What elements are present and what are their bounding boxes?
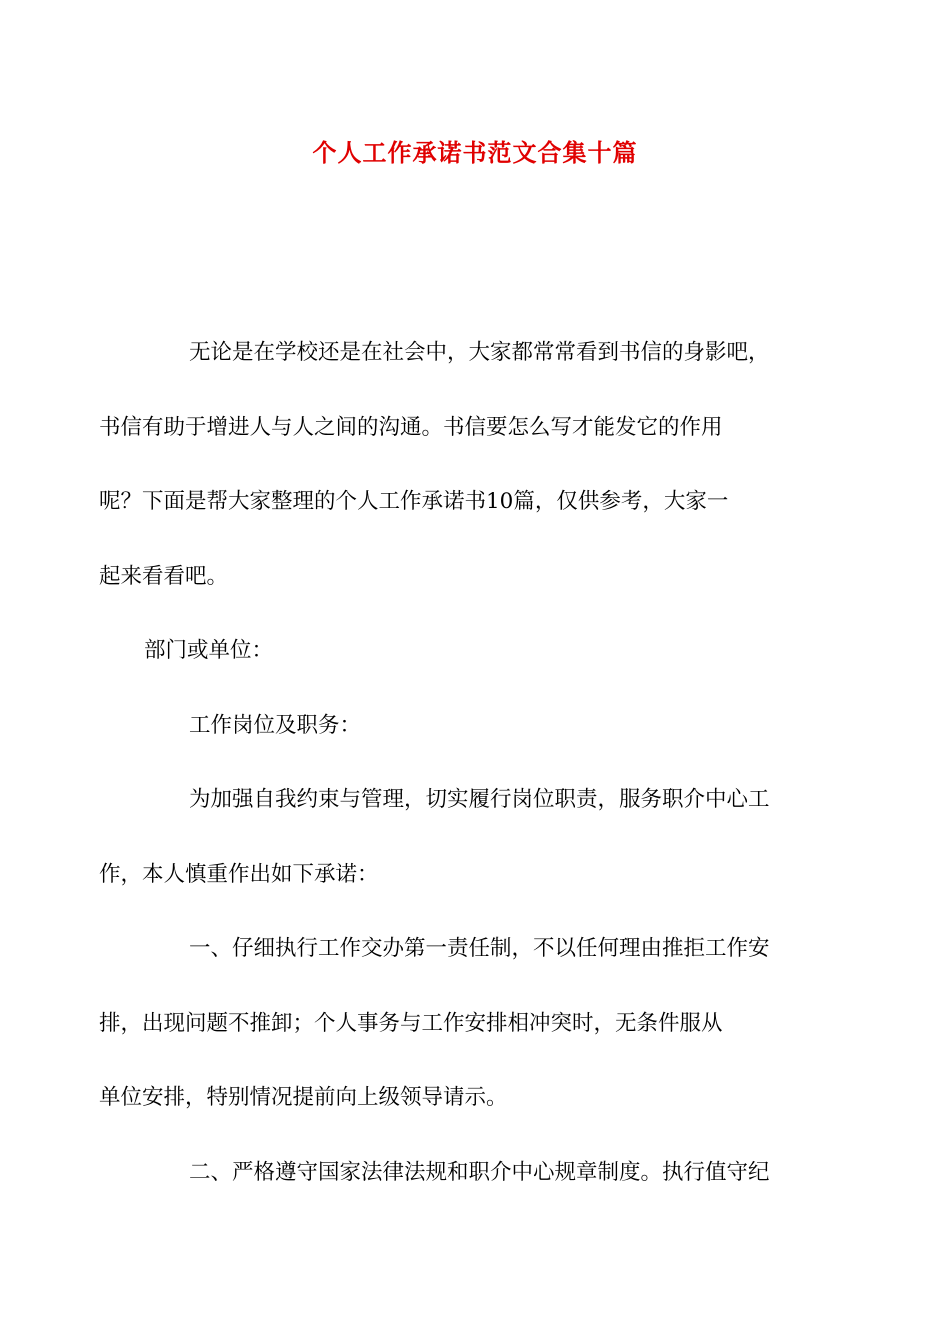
text-line: 为加强自我约束与管理，切实履行岗位职责，服务职介中心工: [189, 787, 770, 812]
text-line: 工作岗位及职务：: [189, 712, 362, 738]
document-title: 个人工作承诺书范文合集十篇: [312, 138, 638, 167]
text-line: 一、仔细执行工作交办第一责任制，不以任何理由推拒工作安: [189, 936, 770, 961]
text-line: 呢？下面是帮大家整理的个人工作承诺书10篇，仅供参考，大家一: [99, 489, 729, 514]
text-line: 二、严格遵守国家法律法规和职介中心规章制度。执行值守纪: [189, 1159, 770, 1185]
text-line: 单位安排，特别情况提前向上级领导请示。: [99, 1085, 508, 1110]
position-field-label: [144, 689, 806, 764]
document-body: [99, 316, 806, 1210]
text-line: 排，出现问题不推卸；个人事务与工作安排相冲突时，无条件服从: [99, 1010, 723, 1036]
commitment-item-1: [99, 912, 806, 1136]
commitment-intro-paragraph: [99, 763, 806, 912]
text-line: 作，本人慎重作出如下承诺：: [99, 861, 379, 887]
text-line: 部门或单位：: [144, 638, 274, 663]
commitment-item-2: [144, 1136, 806, 1211]
text-line: 起来看看吧。: [99, 563, 229, 589]
text-line: 无论是在学校还是在社会中，大家都常常看到书信的身影吧，: [189, 340, 770, 365]
text-line: 书信有助于增进人与人之间的沟通。书信要怎么写才能发它的作用: [99, 414, 723, 440]
department-field-label: [144, 614, 806, 689]
intro-paragraph: [99, 316, 806, 614]
